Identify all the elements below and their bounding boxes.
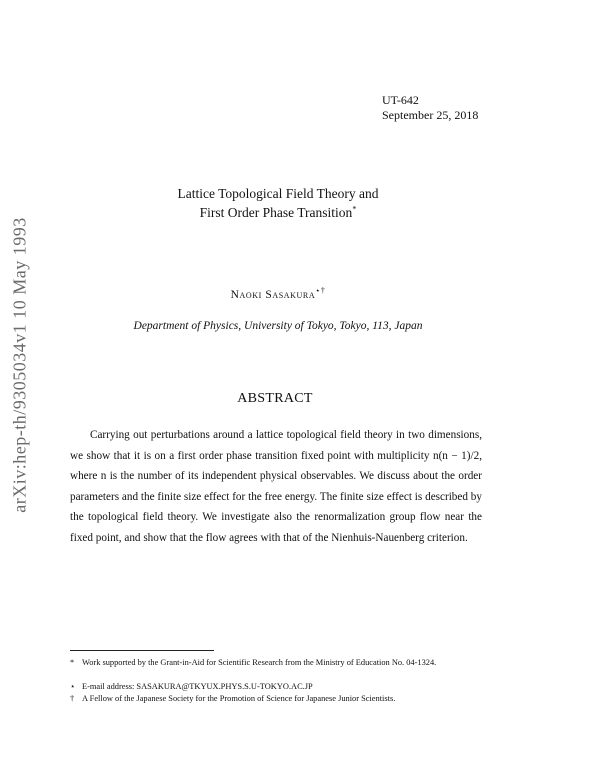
report-number: UT-642 — [382, 93, 419, 107]
title-footnote-mark: * — [352, 204, 357, 214]
title-line-1: Lattice Topological Field Theory and — [177, 186, 379, 201]
footnote-3-mark: † — [70, 694, 75, 703]
footnote-1-mark: * — [70, 658, 75, 667]
footnote-2-text: E-mail address: SASAKURA@TKYUX.PHYS.S.U-TOKYO.AC.JP — [82, 682, 313, 691]
report-header — [382, 93, 478, 123]
footnote-3-text: A Fellow of the Japanese Society for the Promotion of Science for Japanese Junior Scientists. — [82, 694, 396, 703]
title-line-2-text: First Order Phase Transition — [199, 205, 353, 220]
arxiv-stamp-text: arXiv:hep-th/9305034v1 10 May 1993 — [9, 217, 30, 513]
author-footnote-marks: ⋆† — [315, 286, 326, 296]
author-name: Naoki Sasakura — [230, 289, 316, 301]
title-line-2 — [0, 203, 556, 222]
footnote-2-mark: ⋆ — [70, 682, 76, 691]
abstract-body: Carrying out perturbations around a lattice topological field theory in two dimensions, we show that it is on a first order phase transition fixed point with multiplicity n(n − 1)/2, where n is the number of its independent physical observables. We discuss about the order parameters and the finite size effect for the free energy. The finite size effect is described by the topological field theory. We investigate also the renormalization group flow near the fixed point, and show that the flow agrees with that of the Nienhuis-Nauenberg criterion. — [70, 429, 482, 544]
footnote-1-text: Work supported by the Grant-in-Aid for Scientific Research from the Ministry of Education No. 04-1324. — [82, 658, 437, 667]
footnote-rule — [70, 650, 214, 651]
footnote-1 — [70, 657, 482, 669]
author — [0, 286, 556, 301]
report-date: September 25, 2018 — [382, 108, 479, 122]
arxiv-stamp — [2, 200, 38, 530]
footnote-3 — [70, 693, 482, 705]
affiliation: Department of Physics, University of Tokyo, Tokyo, 113, Japan — [133, 320, 423, 332]
paper-title — [0, 184, 556, 222]
footnote-2 — [70, 681, 482, 693]
abstract-heading: ABSTRACT — [237, 391, 313, 406]
